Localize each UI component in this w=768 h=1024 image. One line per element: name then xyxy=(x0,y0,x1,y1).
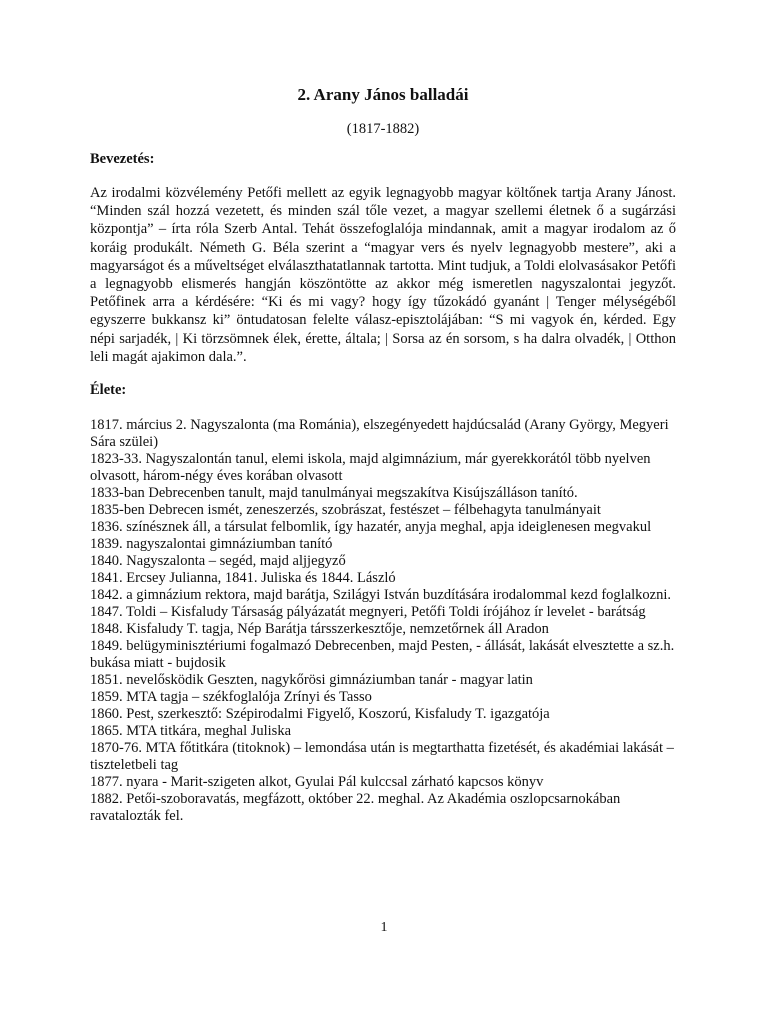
life-entry: 1851. nevelősködik Geszten, nagykőrösi gimnáziumban tanár - magyar latin xyxy=(90,672,533,689)
life-entry: 1833-ban Debrecenben tanult, majd tanulmányai megszakítva Kisújszálláson tanító. xyxy=(90,485,578,502)
life-entry: 1849. belügyminisztériumi fogalmazó Debrecenben, majd Pesten, - állását, lakását elvesztette a sz.h. bukása miatt - bujdosik xyxy=(90,638,675,672)
life-entry: 1860. Pest, szerkesztő: Szépirodalmi Figyelő, Koszorú, Kisfaludy T. igazgatója xyxy=(90,706,550,723)
life-heading: Élete: xyxy=(90,382,127,399)
life-entry: 1870-76. MTA főtitkára (titoknok) – lemondása után is megtarthatta fizetését, és akadémiai lakását – tiszteletbeli tag xyxy=(90,740,674,774)
life-entry: 1882. Petői-szoboravatás, megfázott, október 22. meghal. Az Akadémia oszlopcsarnokában ravatalozták fel. xyxy=(90,791,621,825)
life-entries-list xyxy=(90,417,676,825)
document-page xyxy=(90,84,676,825)
life-entry: 1877. nyara - Marit-szigeten alkot, Gyulai Pál kulccsal zárható kapcsos könyv xyxy=(90,774,544,791)
life-entry: 1817. március 2. Nagyszalonta (ma Románia), elszegényedett hajdúcsalád (Arany György, Megyeri Sára szülei) xyxy=(90,417,669,451)
life-entry: 1848. Kisfaludy T. tagja, Nép Barátja társszerkesztője, nemzetőrnek áll Aradon xyxy=(90,621,549,638)
life-dates: (1817-1882) xyxy=(346,121,420,137)
life-entry: 1865. MTA titkára, meghal Juliska xyxy=(90,723,292,740)
life-entry: 1847. Toldi – Kisfaludy Társaság pályázatát megnyeri, Petőfi Toldi írójához ír levelet - barátság xyxy=(90,604,646,621)
intro-paragraph: Az irodalmi közvélemény Petőfi mellett az egyik legnagyobb magyar költőnek tartja Arany Jánost. “Minden szál hozzá vezetett, és minden szál tőle vezet, a magyar szellemi életnek ő a sugárzási központja” – írta róla Szerb Antal. Tehát összefoglalója mindannak, amit a magyar irodalom az ő koráig produkált. Németh G. Béla szerint a “magyar vers és nyelv legnagyobb mestere”, aki a magyarságot és a műveltséget elválaszthatatlannak tartotta. Mint tudjuk, a Toldi elolvasásakor Petőfi a legnagyobb elismerés hangján köszöntötte az akkor még ismeretlen nagyszalontai jegyzőt. Petőfinek arra a kérdésére: “Ki és mi vagy? hogy így tűzokádó gyanánt | Tenger mélységéből egyszerre bukkansz ki” öntudatosan felelte válasz-episztolájában: “S mi vagyok én, kérded. Egy népi sarjadék, | Ki törzsömnek élek, érette, általa; | Sorsa az én sorsom, s ha dalra olvadék, | Otthon leli magát ajakimon dala.”. xyxy=(90,185,676,365)
life-entry: 1836. színésznek áll, a társulat felbomlik, így hazatér, anyja meghal, apja ideiglenesen megvakul xyxy=(90,519,652,536)
life-entry: 1841. Ercsey Julianna, 1841. Juliska és 1844. László xyxy=(90,570,396,587)
intro-heading: Bevezetés: xyxy=(90,151,155,167)
life-entry: 1842. a gimnázium rektora, majd barátja, Szilágyi István buzdítására irodalommal kezd foglalkozni. xyxy=(90,587,672,604)
page-number: 1 xyxy=(380,920,388,935)
life-entry: 1840. Nagyszalonta – segéd, majd aljjegyző xyxy=(90,553,346,570)
document-title: 2. Arany János balladái xyxy=(297,85,469,104)
life-entry: 1859. MTA tagja – székfoglalója Zrínyi és Tasso xyxy=(90,689,372,706)
life-entry: 1835-ben Debrecen ismét, zeneszerzés, szobrászat, festészet – félbehagyta tanulmányait xyxy=(90,502,601,519)
life-entry: 1839. nagyszalontai gimnáziumban tanító xyxy=(90,536,333,553)
life-entry: 1823-33. Nagyszalontán tanul, elemi iskola, majd algimnázium, már gyerekkorától több nyelven olvasott, három-négy éves korában olvasott xyxy=(90,451,651,485)
